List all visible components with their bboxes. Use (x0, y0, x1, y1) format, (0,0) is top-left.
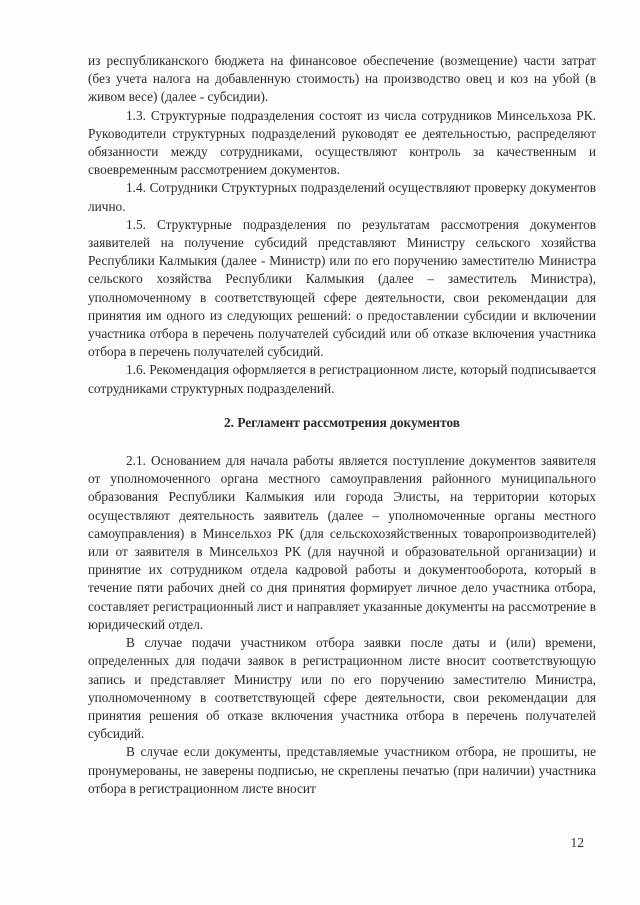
paragraph-1-6: 1.6. Рекомендация оформляется в регистрационном листе, который подписывается сотрудниками структурных подразделений. (88, 362, 596, 396)
paragraph-1-4: 1.4. Сотрудники Структурных подразделений осуществляют проверку документов лично. (88, 180, 596, 214)
paragraph-unbound-documents: В случае если документы, представляемые участником отбора, не прошиты, не пронумерованы, не заверены подписью, не скреплены печатью (при наличии) участника отбора в регистрационном листе вносит (88, 744, 596, 796)
paragraph-late-submission: В случае подачи участником отбора заявки после даты и (или) времени, определенных для подачи заявок в регистрационном листе вносит соответствующую запись и представляет Министру или по его поручению заместителю Министра, уполномоченному в соответствующей сфере деятельности, свои рекомендации для принятия решения об отказе включения участника отбора в перечень получателей субсидий. (88, 635, 596, 742)
paragraph-continuation: из республиканского бюджета на финансовое обеспечение (возмещение) части затрат (без учета налога на добавленную стоимость) на производство овец и коз на убой (в живом весе) (далее - субсидии). (88, 53, 596, 105)
page-number: 12 (570, 835, 584, 850)
paragraph-1-3: 1.3. Структурные подразделения состоят из числа сотрудников Минсельхоза РК. Руководители структурных подразделений руководят ее деятельностью, распределяют обязанности между сотрудниками, осуществляют контроль за качественным и своевременным рассмотрением документов. (88, 107, 596, 178)
document-body (88, 52, 596, 798)
paragraph-1-5: 1.5. Структурные подразделения по результатам рассмотрения документов заявителей на получение субсидий представляют Министру сельского хозяйства Республики Калмыкия (далее - Министр) или по его поручению заместителю Министра сельского хозяйства Республики Калмыкия (далее – заместитель Министра), уполномоченному в соответствующей сфере деятельности, свои рекомендации для принятия им одного из следующих решений: о предоставлении субсидии и включении участника отбора в перечень получателей субсидий или об отказе включения участника отбора в перечень получателей субсидий. (88, 216, 596, 360)
paragraph-2-1: 2.1. Основанием для начала работы является поступление документов заявителя от уполномоченного органа местного самоуправления районного муниципального образования Республики Калмыкия или города Элисты, на территории которых осуществляют деятельность заявитель (далее – уполномоченные органы местного самоуправления) в Минсельхоз РК (для сельскохозяйственных товаропроизводителей) или от заявителя в Минсельхоз РК (для научной и образовательной организации) и принятие их сотрудником отдела кадровой работы и документооборота, который в течение пяти рабочих дней со дня принятия формирует личное дело участника отбора, составляет регистрационный лист и направляет указанные документы на рассмотрение в юридический отдел. (88, 453, 596, 632)
section-heading: 2. Регламент рассмотрения документов (224, 414, 460, 430)
